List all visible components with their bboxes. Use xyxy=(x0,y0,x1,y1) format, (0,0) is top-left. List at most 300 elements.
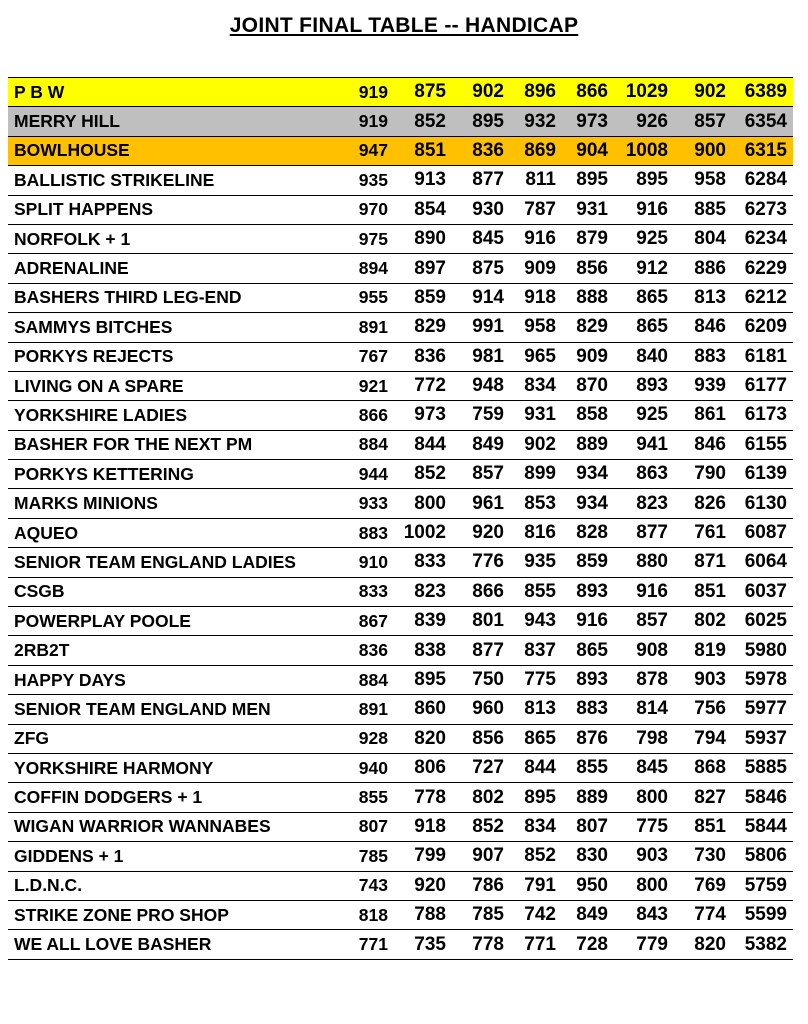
game-score: 877 xyxy=(472,639,504,661)
table-row xyxy=(8,107,793,136)
total-score: 5980 xyxy=(744,639,787,661)
game-score: 918 xyxy=(524,286,556,308)
game-score: 883 xyxy=(576,698,608,720)
game-score: 866 xyxy=(472,580,504,602)
total-score: 6209 xyxy=(744,316,787,338)
game-score: 931 xyxy=(576,198,608,220)
game-score: 893 xyxy=(636,375,668,397)
game-score: 895 xyxy=(524,786,556,808)
game-score: 931 xyxy=(524,404,556,426)
team-name: POWERPLAY POOLE xyxy=(14,610,191,631)
game-score: 858 xyxy=(576,404,608,426)
game-score: 857 xyxy=(636,610,668,632)
game-score: 857 xyxy=(694,110,726,132)
game-score: 730 xyxy=(694,845,726,867)
game-score: 859 xyxy=(414,286,446,308)
game-score: 774 xyxy=(694,904,726,926)
game-score: 852 xyxy=(414,463,446,485)
game-score: 836 xyxy=(358,640,388,661)
game-score: 728 xyxy=(576,933,608,955)
game-score: 909 xyxy=(576,345,608,367)
game-score: 775 xyxy=(524,669,556,690)
game-score: 919 xyxy=(358,111,388,132)
game-score: 891 xyxy=(358,316,388,337)
game-score: 854 xyxy=(414,198,446,220)
game-score: 785 xyxy=(472,904,504,926)
table-row xyxy=(8,636,793,665)
game-score: 830 xyxy=(576,845,608,867)
game-score: 844 xyxy=(414,433,446,455)
game-score: 891 xyxy=(358,698,388,719)
team-name: SAMMYS BITCHES xyxy=(14,316,173,337)
game-score: 876 xyxy=(576,727,608,749)
game-score: 852 xyxy=(524,845,556,867)
game-score: 836 xyxy=(472,139,504,161)
total-score: 5599 xyxy=(744,904,787,926)
game-score: 819 xyxy=(694,639,726,661)
team-name: SPLIT HAPPENS xyxy=(14,199,154,220)
table-row xyxy=(8,431,793,460)
total-score: 6181 xyxy=(744,345,787,367)
team-name: MARKS MINIONS xyxy=(14,493,158,514)
game-score: 802 xyxy=(472,786,504,808)
game-score: 778 xyxy=(414,786,446,808)
game-score: 834 xyxy=(524,815,556,837)
table-row xyxy=(8,754,793,783)
table-row xyxy=(8,284,793,313)
game-score: 826 xyxy=(694,492,726,514)
team-name: SENIOR TEAM ENGLAND MEN xyxy=(14,698,271,719)
game-score: 865 xyxy=(524,727,556,749)
game-score: 926 xyxy=(636,110,668,132)
game-score: 948 xyxy=(472,375,504,397)
total-score: 5846 xyxy=(744,786,787,808)
game-score: 961 xyxy=(472,492,504,514)
table-row xyxy=(8,196,793,225)
game-score: 807 xyxy=(358,816,388,837)
game-score: 880 xyxy=(636,551,668,573)
game-score: 991 xyxy=(472,316,504,338)
game-score: 855 xyxy=(576,757,608,779)
game-score: 833 xyxy=(358,581,388,602)
game-score: 800 xyxy=(414,492,446,514)
total-score: 5844 xyxy=(744,815,787,837)
game-score: 833 xyxy=(414,551,446,573)
total-score: 6229 xyxy=(744,257,787,279)
game-score: 849 xyxy=(472,433,504,455)
game-score: 813 xyxy=(524,698,556,720)
game-score: 790 xyxy=(694,463,726,485)
table-row xyxy=(8,607,793,636)
game-score: 875 xyxy=(414,81,446,103)
game-score: 743 xyxy=(358,875,388,896)
table-row xyxy=(8,372,793,401)
game-score: 916 xyxy=(636,198,668,220)
game-score: 902 xyxy=(472,81,504,103)
game-score: 852 xyxy=(472,815,504,837)
game-score: 851 xyxy=(414,139,446,161)
team-name: P B W xyxy=(14,81,65,102)
game-score: 801 xyxy=(472,610,504,632)
game-score: 759 xyxy=(472,404,504,426)
game-score: 895 xyxy=(472,110,504,132)
game-score: 909 xyxy=(524,257,556,279)
game-score: 775 xyxy=(636,815,668,837)
game-score: 908 xyxy=(636,639,668,661)
game-score: 852 xyxy=(414,110,446,132)
game-score: 827 xyxy=(694,786,726,808)
table-row xyxy=(8,578,793,607)
game-score: 843 xyxy=(636,904,668,926)
game-score: 912 xyxy=(636,257,668,279)
game-score: 800 xyxy=(636,786,668,808)
game-score: 899 xyxy=(524,463,556,485)
team-name: WIGAN WARRIOR WANNABES xyxy=(14,816,271,837)
team-name: LIVING ON A SPARE xyxy=(14,375,184,396)
game-score: 860 xyxy=(414,698,446,720)
game-score: 965 xyxy=(524,345,556,367)
game-score: 947 xyxy=(358,140,388,161)
team-name: BOWLHOUSE xyxy=(14,140,130,161)
game-score: 846 xyxy=(694,316,726,338)
table-row xyxy=(8,930,793,959)
game-score: 865 xyxy=(636,316,668,338)
game-score: 802 xyxy=(694,610,726,632)
game-score: 761 xyxy=(694,522,726,544)
game-score: 878 xyxy=(636,669,668,690)
total-score: 6389 xyxy=(744,81,787,103)
total-score: 5759 xyxy=(744,874,787,896)
game-score: 799 xyxy=(414,845,446,867)
game-score: 742 xyxy=(524,904,556,926)
game-score: 855 xyxy=(358,787,388,808)
game-score: 940 xyxy=(358,757,388,778)
table-row xyxy=(8,166,793,195)
game-score: 916 xyxy=(636,580,668,602)
game-score: 883 xyxy=(358,522,388,543)
game-score: 879 xyxy=(576,228,608,250)
game-score: 849 xyxy=(576,904,608,926)
game-score: 896 xyxy=(524,81,556,103)
game-score: 836 xyxy=(414,345,446,367)
game-score: 920 xyxy=(472,522,504,544)
game-score: 818 xyxy=(358,904,388,925)
game-score: 902 xyxy=(524,433,556,455)
table-row xyxy=(8,460,793,489)
game-score: 919 xyxy=(358,81,388,102)
game-score: 875 xyxy=(472,257,504,279)
table-row xyxy=(8,137,793,166)
game-score: 930 xyxy=(472,198,504,220)
page-title: JOINT FINAL TABLE -- HANDICAP xyxy=(229,14,579,37)
game-score: 895 xyxy=(576,169,608,191)
team-name: WE ALL LOVE BASHER xyxy=(14,934,212,955)
total-score: 6155 xyxy=(744,433,787,455)
game-score: 889 xyxy=(576,786,608,808)
game-score: 904 xyxy=(576,139,608,161)
game-score: 811 xyxy=(525,169,556,191)
game-score: 939 xyxy=(694,375,726,397)
game-score: 813 xyxy=(694,286,726,308)
game-score: 776 xyxy=(472,551,504,573)
team-name: ZFG xyxy=(14,728,49,749)
table-row xyxy=(8,313,793,342)
total-score: 6177 xyxy=(744,375,787,397)
team-name: SENIOR TEAM ENGLAND LADIES xyxy=(14,551,296,572)
game-score: 920 xyxy=(414,874,446,896)
game-score: 928 xyxy=(358,728,388,749)
total-score: 6284 xyxy=(744,169,787,191)
game-score: 868 xyxy=(694,757,726,779)
game-score: 756 xyxy=(694,698,726,720)
game-score: 941 xyxy=(636,433,668,455)
game-score: 727 xyxy=(472,757,504,779)
game-score: 772 xyxy=(414,375,446,397)
game-score: 883 xyxy=(694,345,726,367)
table-row xyxy=(8,783,793,812)
game-score: 820 xyxy=(414,727,446,749)
game-score: 932 xyxy=(524,110,556,132)
game-score: 814 xyxy=(636,698,668,720)
total-score: 6087 xyxy=(744,522,787,544)
game-score: 865 xyxy=(636,286,668,308)
game-score: 958 xyxy=(694,169,726,191)
total-score: 6037 xyxy=(744,580,787,602)
game-score: 845 xyxy=(472,228,504,250)
game-score: 1008 xyxy=(625,139,668,161)
game-score: 863 xyxy=(636,463,668,485)
table-row xyxy=(8,489,793,518)
game-score: 866 xyxy=(358,404,388,425)
game-score: 944 xyxy=(358,463,388,484)
game-score: 735 xyxy=(414,933,446,955)
game-score: 907 xyxy=(472,845,504,867)
game-score: 893 xyxy=(576,669,608,690)
game-score: 816 xyxy=(524,522,556,544)
game-score: 925 xyxy=(636,228,668,250)
game-score: 798 xyxy=(636,727,668,749)
team-name: PORKYS REJECTS xyxy=(14,346,174,367)
total-score: 6212 xyxy=(744,286,787,308)
game-score: 921 xyxy=(358,375,388,396)
game-score: 960 xyxy=(472,698,504,720)
table-row xyxy=(8,695,793,724)
team-name: AQUEO xyxy=(14,522,79,543)
total-score: 6064 xyxy=(744,551,787,573)
table-row xyxy=(8,78,793,107)
standings-table xyxy=(8,77,793,960)
game-score: 877 xyxy=(472,169,504,191)
team-name: BASHER FOR THE NEXT PM xyxy=(14,434,253,455)
team-name: COFFIN DODGERS + 1 xyxy=(14,787,203,808)
total-score: 5977 xyxy=(744,698,787,720)
table-row xyxy=(8,813,793,842)
game-score: 806 xyxy=(414,757,446,779)
game-score: 925 xyxy=(636,404,668,426)
game-score: 935 xyxy=(524,551,556,573)
game-score: 877 xyxy=(636,522,668,544)
game-score: 910 xyxy=(358,551,388,572)
game-score: 895 xyxy=(636,169,668,191)
table-row xyxy=(8,872,793,901)
game-score: 943 xyxy=(524,610,556,632)
table-row xyxy=(8,225,793,254)
game-score: 958 xyxy=(524,316,556,338)
game-score: 779 xyxy=(636,933,668,955)
table-row xyxy=(8,725,793,754)
game-score: 884 xyxy=(358,669,388,690)
table-row xyxy=(8,519,793,548)
game-score: 970 xyxy=(358,199,388,220)
game-score: 769 xyxy=(694,874,726,896)
team-name: 2RB2T xyxy=(14,640,70,661)
game-score: 975 xyxy=(358,228,388,249)
team-name: MERRY HILL xyxy=(14,111,120,132)
game-score: 870 xyxy=(576,375,608,397)
game-score: 903 xyxy=(694,669,726,690)
team-name: YORKSHIRE LADIES xyxy=(14,404,188,425)
game-score: 855 xyxy=(524,580,556,602)
game-score: 889 xyxy=(576,433,608,455)
table-row xyxy=(8,254,793,283)
table-row xyxy=(8,842,793,871)
game-score: 856 xyxy=(576,257,608,279)
game-score: 916 xyxy=(576,610,608,632)
game-score: 866 xyxy=(576,81,608,103)
game-score: 973 xyxy=(414,404,446,426)
team-name: CSGB xyxy=(14,581,65,602)
total-score: 5806 xyxy=(744,845,787,867)
total-score: 5382 xyxy=(744,933,787,955)
team-name: L.D.N.C. xyxy=(14,875,83,896)
game-score: 840 xyxy=(636,345,668,367)
total-score: 6234 xyxy=(744,228,787,250)
table-row xyxy=(8,401,793,430)
game-score: 1002 xyxy=(403,522,446,544)
total-score: 5978 xyxy=(744,669,787,690)
game-score: 973 xyxy=(576,110,608,132)
game-score: 935 xyxy=(358,169,388,190)
game-score: 871 xyxy=(694,551,726,573)
game-score: 884 xyxy=(358,434,388,455)
game-score: 916 xyxy=(524,228,556,250)
game-score: 785 xyxy=(358,845,388,866)
game-score: 844 xyxy=(524,757,556,779)
table-row xyxy=(8,343,793,372)
game-score: 786 xyxy=(472,874,504,896)
game-score: 823 xyxy=(636,492,668,514)
total-score: 6139 xyxy=(744,463,787,485)
team-name: NORFOLK + 1 xyxy=(14,228,131,249)
game-score: 859 xyxy=(576,551,608,573)
game-score: 895 xyxy=(414,669,446,690)
game-score: 829 xyxy=(576,316,608,338)
game-score: 867 xyxy=(358,610,388,631)
game-score: 829 xyxy=(414,316,446,338)
total-score: 6273 xyxy=(744,198,787,220)
game-score: 950 xyxy=(576,874,608,896)
game-score: 865 xyxy=(576,639,608,661)
team-name: HAPPY DAYS xyxy=(14,669,126,690)
game-score: 918 xyxy=(414,815,446,837)
game-score: 869 xyxy=(524,139,556,161)
total-score: 6130 xyxy=(744,492,787,514)
game-score: 897 xyxy=(414,257,446,279)
game-score: 900 xyxy=(694,139,726,161)
game-score: 934 xyxy=(576,463,608,485)
game-score: 893 xyxy=(576,580,608,602)
game-score: 778 xyxy=(472,933,504,955)
game-score: 913 xyxy=(414,169,446,191)
table-row xyxy=(8,901,793,930)
game-score: 823 xyxy=(414,580,446,602)
game-score: 851 xyxy=(694,815,726,837)
game-score: 914 xyxy=(472,286,504,308)
total-score: 6173 xyxy=(744,404,787,426)
game-score: 981 xyxy=(472,345,504,367)
team-name: GIDDENS + 1 xyxy=(14,845,124,866)
game-score: 828 xyxy=(576,522,608,544)
game-score: 800 xyxy=(636,874,668,896)
game-score: 771 xyxy=(358,934,388,955)
game-score: 902 xyxy=(694,81,726,103)
game-score: 955 xyxy=(358,287,388,308)
game-score: 837 xyxy=(524,639,556,661)
table-row xyxy=(8,666,793,695)
game-score: 838 xyxy=(414,639,446,661)
game-score: 890 xyxy=(414,228,446,250)
game-score: 856 xyxy=(472,727,504,749)
game-score: 807 xyxy=(576,815,608,837)
team-name: YORKSHIRE HARMONY xyxy=(14,757,214,778)
team-name: BALLISTIC STRIKELINE xyxy=(14,169,215,190)
game-score: 804 xyxy=(694,228,726,250)
game-score: 767 xyxy=(358,346,388,367)
game-score: 791 xyxy=(524,874,556,896)
game-score: 771 xyxy=(524,933,556,955)
game-score: 861 xyxy=(694,404,726,426)
game-score: 888 xyxy=(576,286,608,308)
total-score: 5937 xyxy=(744,727,787,749)
game-score: 886 xyxy=(694,257,726,279)
game-score: 839 xyxy=(414,610,446,632)
game-score: 885 xyxy=(694,198,726,220)
game-score: 834 xyxy=(524,375,556,397)
game-score: 903 xyxy=(636,845,668,867)
team-name: ADRENALINE xyxy=(14,258,129,279)
total-score: 6354 xyxy=(744,110,787,132)
game-score: 788 xyxy=(414,904,446,926)
table-row xyxy=(8,548,793,577)
game-score: 857 xyxy=(472,463,504,485)
game-score: 750 xyxy=(472,669,504,690)
game-score: 820 xyxy=(694,933,726,955)
game-score: 851 xyxy=(694,580,726,602)
total-score: 6315 xyxy=(744,139,787,161)
game-score: 794 xyxy=(694,727,726,749)
total-score: 5885 xyxy=(744,757,787,779)
total-score: 6025 xyxy=(744,610,787,632)
team-name: STRIKE ZONE PRO SHOP xyxy=(14,904,229,925)
game-score: 787 xyxy=(524,198,556,220)
game-score: 894 xyxy=(358,258,388,279)
game-score: 845 xyxy=(636,757,668,779)
team-name: BASHERS THIRD LEG-END xyxy=(14,287,242,308)
game-score: 853 xyxy=(524,492,556,514)
game-score: 934 xyxy=(576,492,608,514)
game-score: 933 xyxy=(358,493,388,514)
game-score: 846 xyxy=(694,433,726,455)
